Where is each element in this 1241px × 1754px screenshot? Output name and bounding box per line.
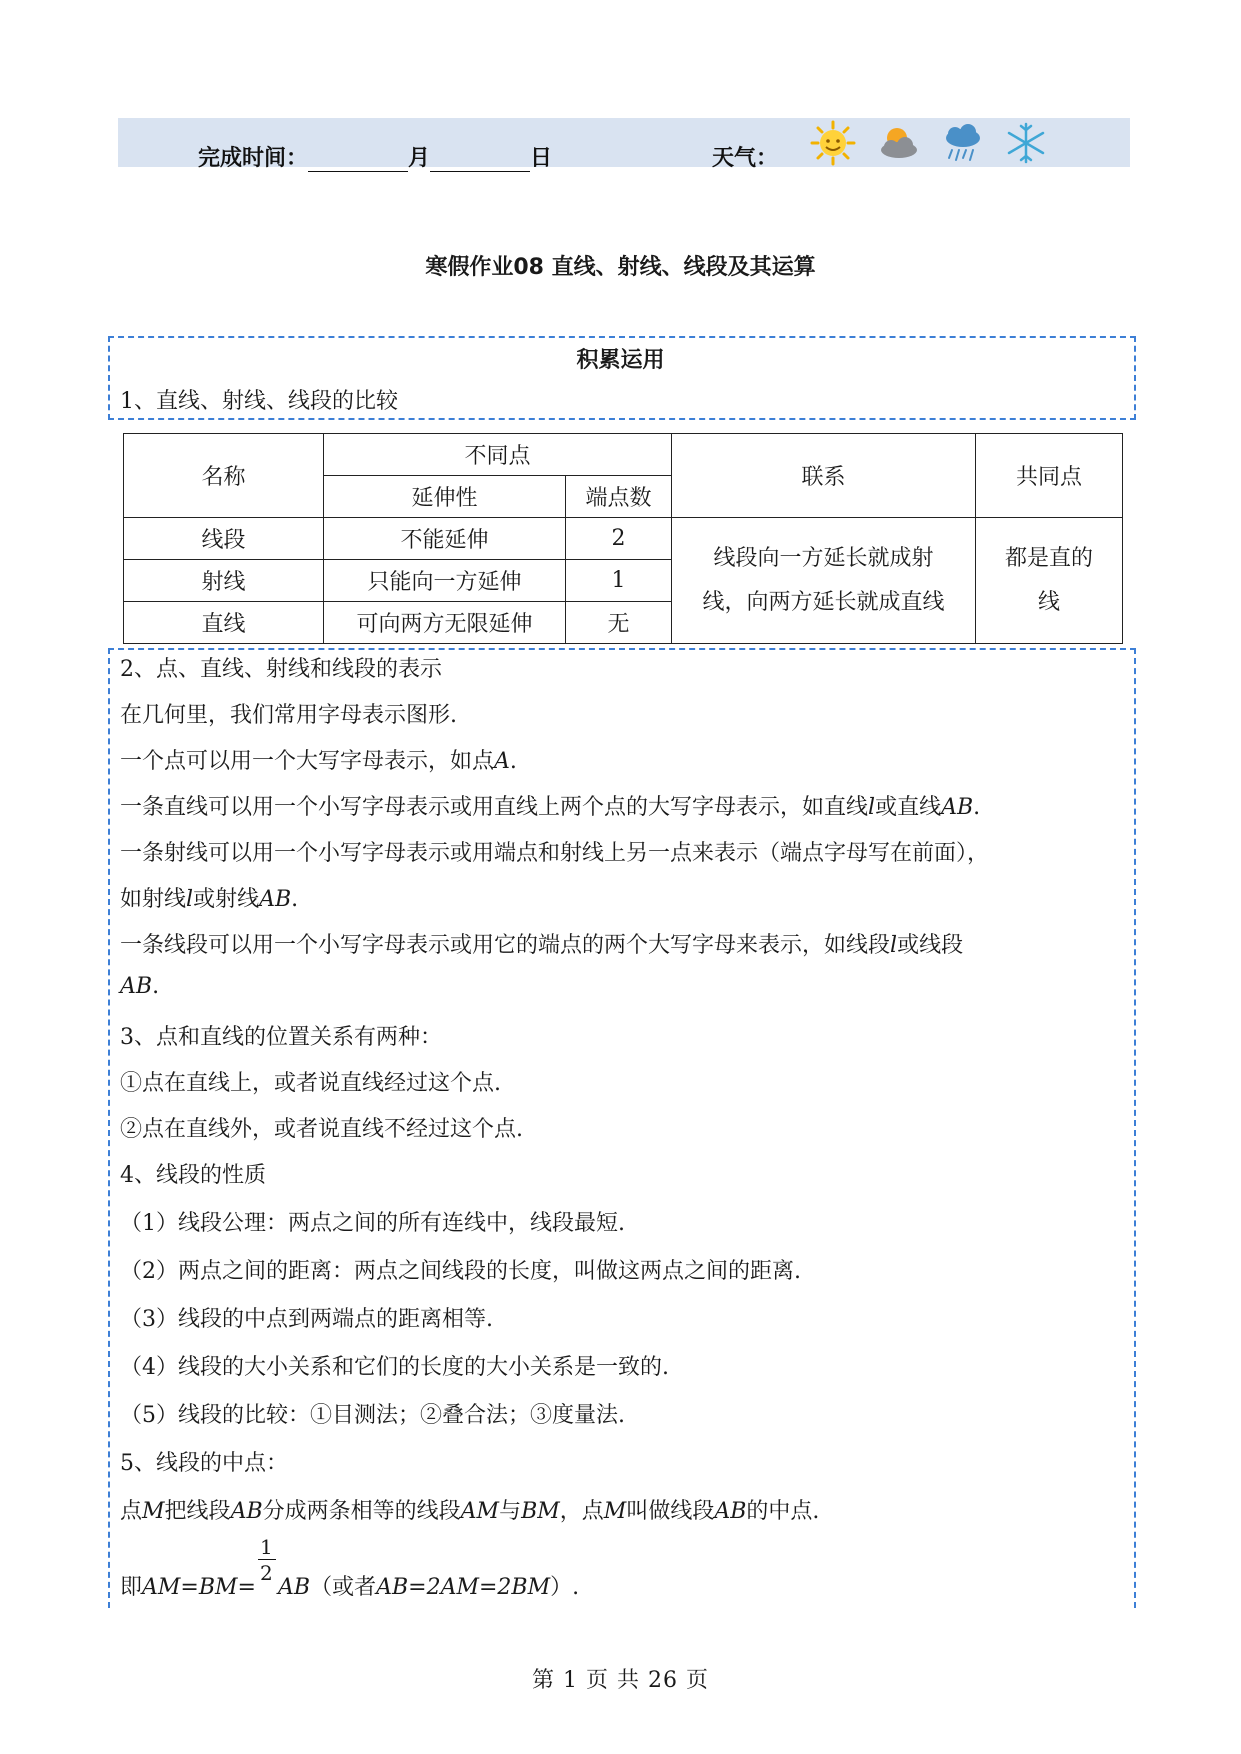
s3-p1: ①点在直线上，或者说直线经过这个点.: [120, 1071, 501, 1096]
s2-title: 2、点、直线、射线和线段的表示: [120, 657, 442, 682]
partly-cloudy-icon[interactable]: [875, 120, 921, 166]
header-common: 共同点: [976, 434, 1123, 518]
s2-p2: 一个点可以用一个大写字母表示，如点A.: [120, 749, 517, 774]
common-cell: [976, 518, 1123, 644]
relation-cell: [672, 518, 976, 644]
s4-p2: （2）两点之间的距离：两点之间线段的长度，叫做这两点之间的距离.: [120, 1259, 801, 1284]
s1-title: 1、直线、射线、线段的比较: [120, 389, 398, 414]
s5-p1: 点M把线段AB分成两条相等的线段AM与BM，点M叫做线段AB的中点.: [120, 1499, 820, 1524]
header-endpoints: 端点数: [566, 476, 672, 518]
common-line-2: 线: [1038, 589, 1061, 615]
row-name: 线段: [124, 518, 324, 560]
s3-title: 3、点和直线的位置关系有两种：: [120, 1025, 442, 1050]
header-diff: 不同点: [324, 434, 672, 476]
s3-p2: ②点在直线外，或者说直线不经过这个点.: [120, 1117, 523, 1142]
s2-p6: 一条线段可以用一个小写字母表示或用它的端点的两个大写字母来表示，如线段l或线段: [120, 933, 964, 958]
s2-p1: 在几何里，我们常用字母表示图形.: [120, 703, 457, 728]
header-name: 名称: [124, 434, 324, 518]
relation-line-2: 线，向两方延长就成直线: [702, 589, 945, 615]
table-row: [124, 518, 1123, 560]
section-heading: 积累运用: [576, 348, 665, 373]
row-name: 直线: [124, 602, 324, 644]
s2-p3: 一条直线可以用一个小写字母表示或用直线上两个点的大写字母表示，如直线l或直线AB.: [120, 795, 981, 820]
s5-p2: 即AM=BM= $\frac{1}{2}$ AB（或者AB=2AM=2BM）.: [120, 1535, 580, 1600]
row-endpoints: 无: [566, 602, 672, 644]
s2-p4: 一条射线可以用一个小写字母表示或用端点和射线上另一点来表示（端点字母写在前面），: [120, 841, 990, 866]
time-label: 完成时间：: [198, 146, 309, 171]
s4-p1: （1）线段公理：两点之间的所有连线中，线段最短.: [120, 1211, 625, 1236]
row-extend: 只能向一方延伸: [324, 560, 566, 602]
row-endpoints: 2: [566, 518, 672, 560]
comparison-table: [123, 433, 1123, 644]
s4-p5: （5）线段的比较：①目测法；②叠合法；③度量法.: [120, 1403, 625, 1428]
completion-time: [198, 141, 552, 172]
row-endpoints: 1: [566, 560, 672, 602]
rain-icon[interactable]: [940, 120, 986, 166]
page-title: 寒假作业08 直线、射线、线段及其运算: [425, 255, 816, 280]
s4-p4: （4）线段的大小关系和它们的长度的大小关系是一致的.: [120, 1355, 669, 1380]
month-label: 月: [408, 146, 431, 171]
row-extend: 不能延伸: [324, 518, 566, 560]
weather-label: 天气：: [712, 146, 779, 171]
s4-p3: （3）线段的中点到两端点的距离相等.: [120, 1307, 493, 1332]
fraction-half: $\frac{1}{2}$: [256, 1575, 278, 1600]
sun-icon[interactable]: [810, 120, 856, 166]
header-relation: 联系: [672, 434, 976, 518]
common-line-1: 都是直的: [1005, 545, 1094, 571]
s2-p7: AB.: [120, 974, 160, 999]
s4-title: 4、线段的性质: [120, 1163, 266, 1188]
page-footer: 第 1 页 共 26 页: [532, 1668, 709, 1693]
relation-line-1: 线段向一方延长就成射: [713, 545, 934, 571]
day-label: 日: [530, 146, 553, 171]
snowflake-icon[interactable]: [1003, 120, 1049, 166]
row-name: 射线: [124, 560, 324, 602]
row-extend: 可向两方无限延伸: [324, 602, 566, 644]
day-blank[interactable]: [430, 149, 530, 172]
s5-title: 5、线段的中点：: [120, 1451, 288, 1476]
header-extend: 延伸性: [324, 476, 566, 518]
month-blank[interactable]: [308, 149, 408, 172]
s2-p5: 如射线l或射线AB.: [120, 887, 299, 912]
